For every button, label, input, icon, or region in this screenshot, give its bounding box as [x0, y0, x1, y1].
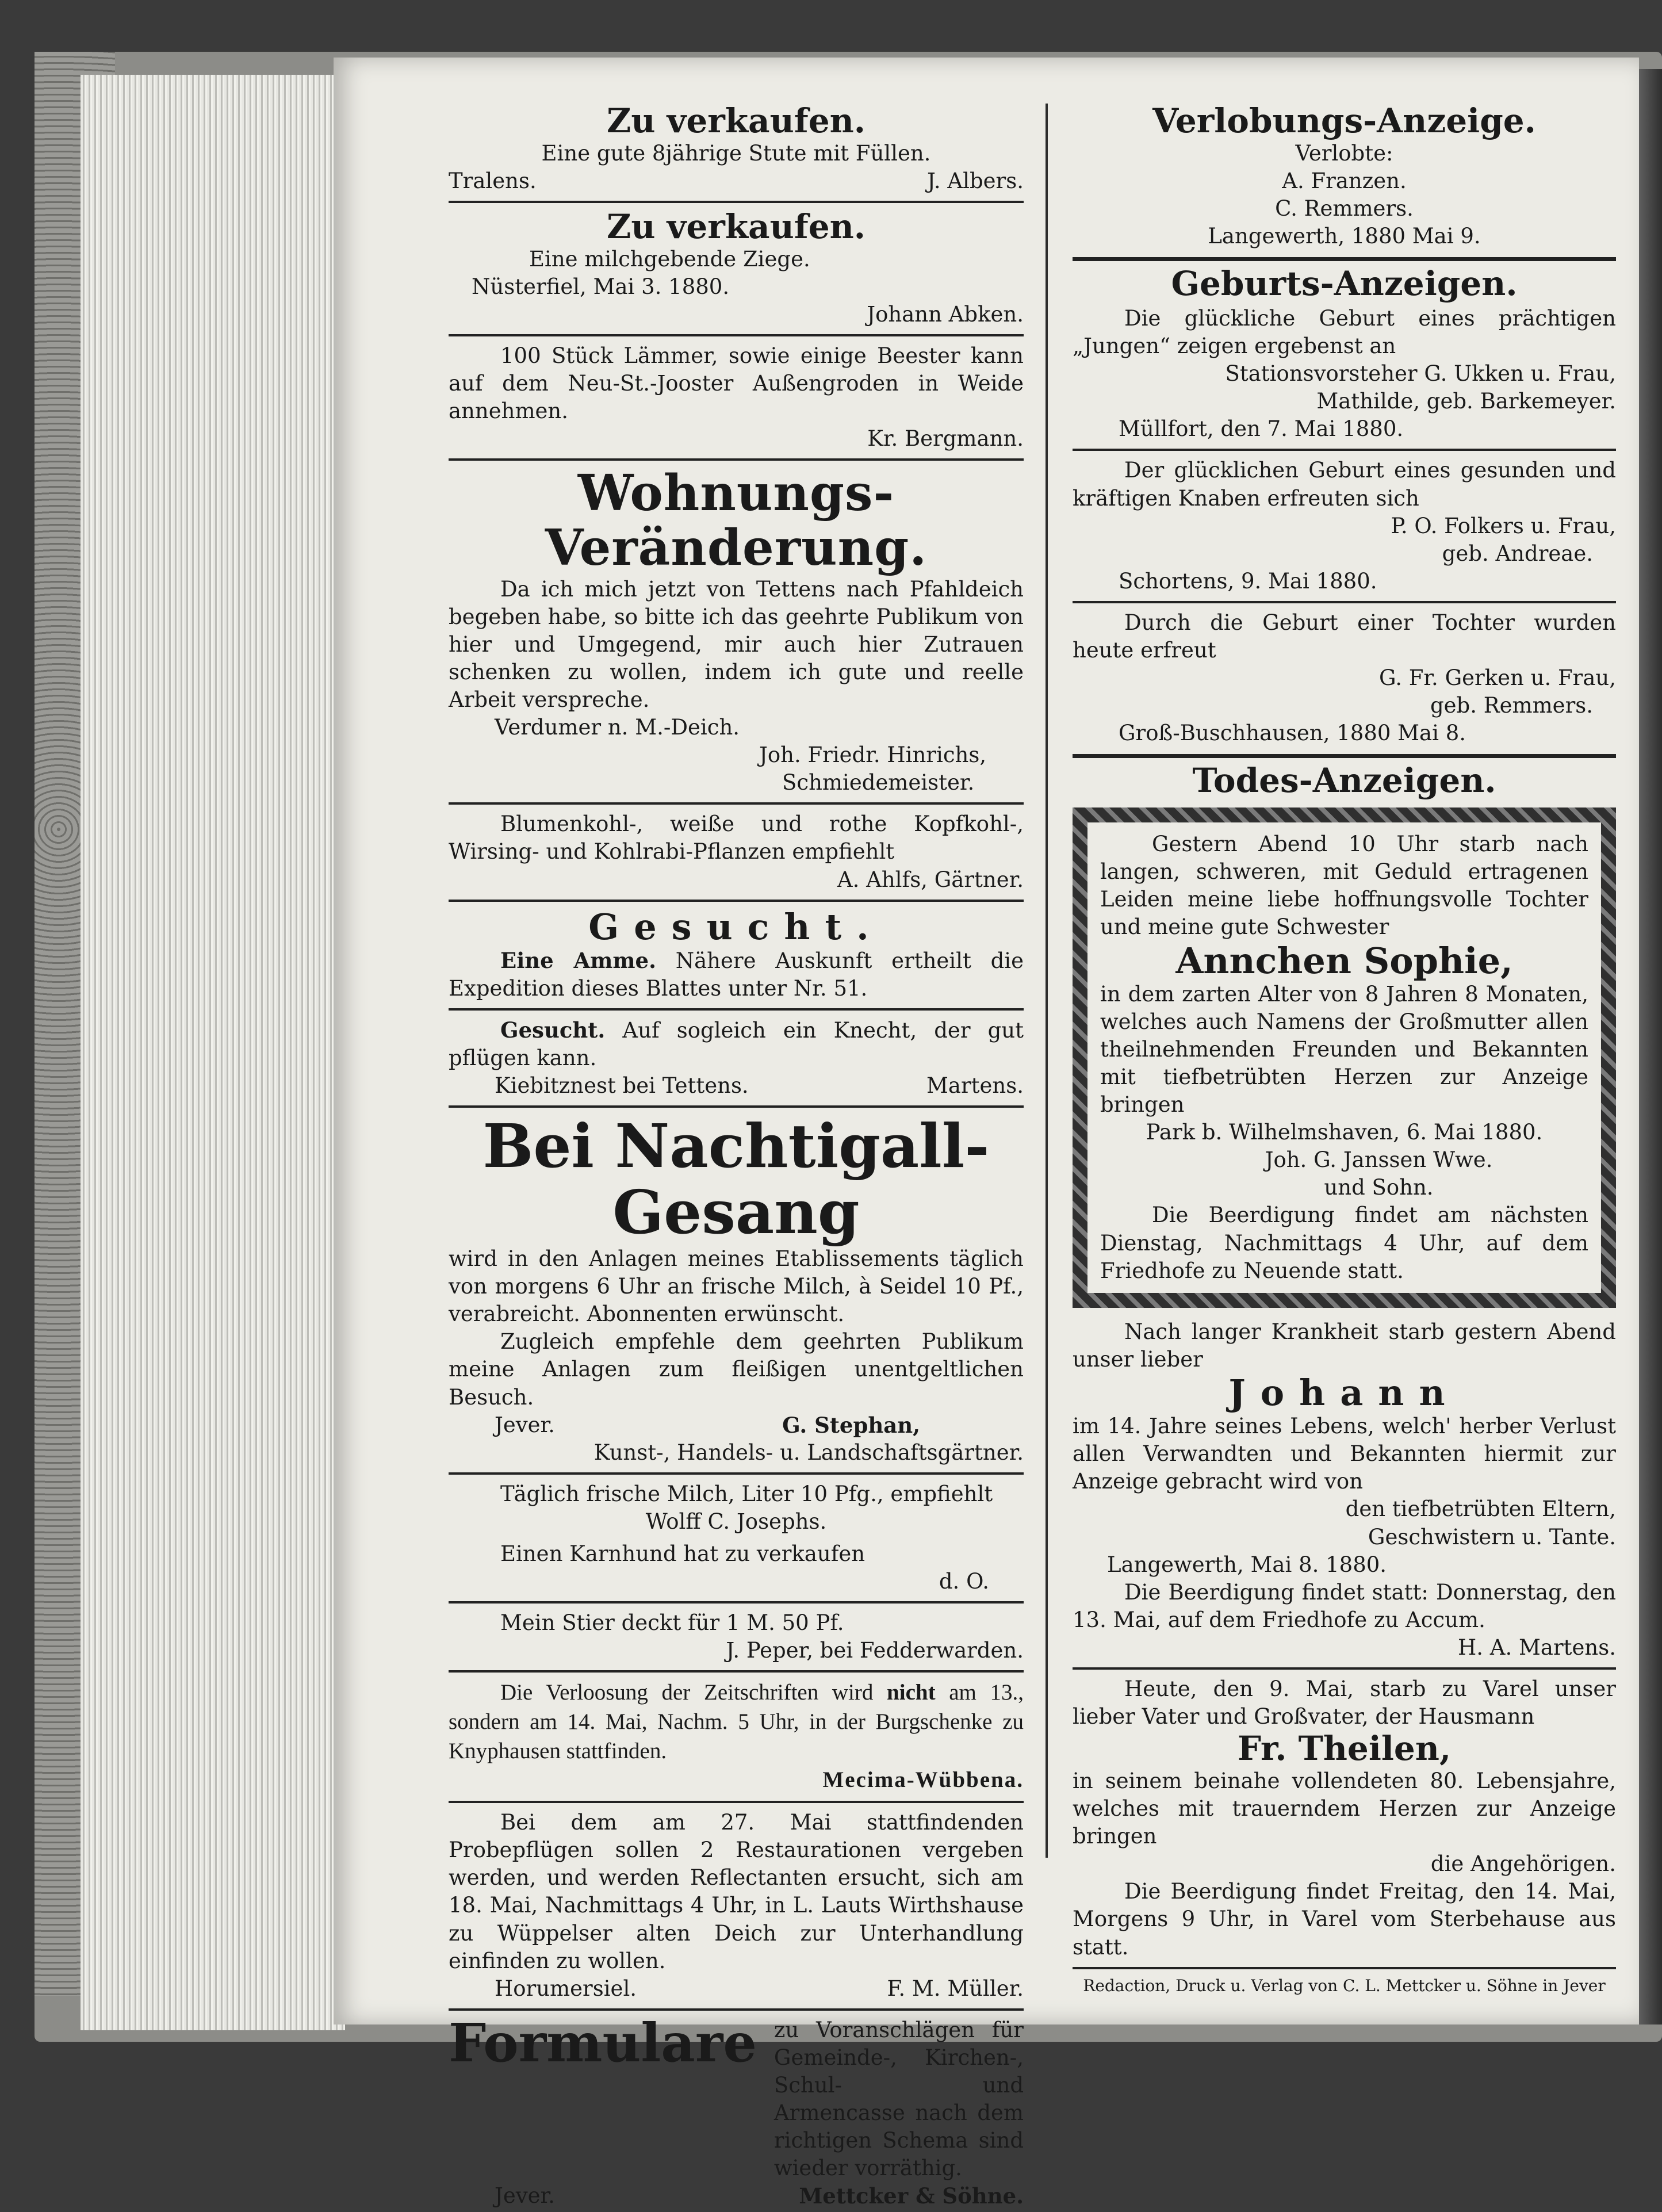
- left-column: [449, 101, 1024, 2209]
- ad-signer: Mecima-Wübbena.: [822, 1767, 1024, 1793]
- ad-text: Auf sogleich ein Knecht, der gut pflügen kann.: [449, 1018, 1024, 1071]
- ad-place: Kiebitznest bei Tettens.: [495, 1073, 749, 1099]
- ad-verlobung: [1073, 101, 1616, 252]
- ad-label: Verlobte:: [1295, 140, 1393, 166]
- ad-signer: G. Stephan,: [782, 1412, 920, 1438]
- ad-name-1: P. O. Folkers u. Frau,: [1391, 513, 1616, 538]
- ad-signer: d. O.: [939, 1569, 989, 1594]
- ad-place-date: Müllfort, den 7. Mai 1880.: [1119, 416, 1404, 442]
- ad-signer-2: Geschwistern u. Tante.: [1368, 1524, 1616, 1549]
- ad-name-2: Mathilde, geb. Barkemeyer.: [1316, 389, 1616, 414]
- ad-place: Tralens.: [449, 168, 537, 193]
- ad-title: Wohnungs-Veränderung.: [545, 464, 928, 577]
- ad-body: Da ich mich jetzt von Tettens nach Pfahldeich begeben habe, so bitte ich das geehrte Publikum von hier und Umgegend, mir auch hier Zutrauen schenken zu wollen, indem ich gute und reelle Arbeit verspreche.: [449, 576, 1024, 712]
- column-divider: [1046, 104, 1048, 1858]
- ad-text: Nähere Auskunft ertheilt die Expedition dieses Blattes unter Nr. 51.: [449, 948, 1024, 1001]
- ad-divider: [449, 802, 1024, 805]
- ad-gesucht-amme: [449, 905, 1024, 1005]
- ad-text-emphasis: nicht: [887, 1680, 936, 1705]
- ad-deceased-name: Fr. Theilen,: [1237, 1729, 1452, 1769]
- ad-signer-title: Schmiedemeister.: [782, 770, 975, 795]
- ad-body-2: in dem zarten Alter von 8 Jahren 8 Monaten, welches auch Namens der Großmutter allen theilnehmenden Freunden und Bekannten mit tiefbetrübten Herzen zur Anzeige bringen: [1100, 981, 1588, 1118]
- ad-divider: [449, 334, 1024, 336]
- ad-body: zu Voranschlägen für Gemeinde-, Kirchen-, Schul- und Armencasse nach dem richtigen Schema sind wieder vorräthig.: [773, 2017, 1024, 2181]
- ad-karnhund: [449, 1538, 1024, 1598]
- ad-divider: [1073, 1967, 1616, 1969]
- ad-frische-milch: [449, 1478, 1024, 1538]
- ad-signature-line: [449, 1072, 1024, 1100]
- ad-body: Die glückliche Geburt eines prächtigen „Jungen“ zeigen ergebenst an: [1073, 305, 1616, 359]
- ad-place: Horumersiel.: [495, 1976, 637, 2001]
- ad-body: Durch die Geburt einer Tochter wurden heute erfreut: [1073, 610, 1616, 663]
- ad-place-date: Langewerth, Mai 8. 1880.: [1107, 1552, 1387, 1577]
- ad-wohnungs-veraenderung: [449, 464, 1024, 799]
- ad-gesucht-knecht: [449, 1014, 1024, 1102]
- ad-signer: Joh. Friedr. Hinrichs,: [759, 743, 987, 768]
- ad-body: [449, 1016, 1024, 1072]
- ad-title: Verlobungs-Anzeige.: [1152, 101, 1536, 140]
- ad-zu-verkaufen-stute: [449, 101, 1024, 197]
- ad-signer: Wolff C. Josephs.: [645, 1509, 827, 1534]
- ad-name-2: C. Remmers.: [1275, 196, 1414, 221]
- ad-place-date: Park b. Wilhelmshaven, 6. Mai 1880.: [1146, 1120, 1543, 1145]
- ad-place: Jever.: [495, 2183, 555, 2209]
- ad-title: Zu verkaufen.: [606, 101, 866, 140]
- ad-name-2: geb. Andreae.: [1442, 541, 1593, 566]
- ad-body: Heute, den 9. Mai, starb zu Varel unser lieber Vater und Großvater, der Hausmann: [1073, 1676, 1616, 1729]
- ad-funeral: Die Beerdigung findet statt: Donnerstag, den 13. Mai, auf dem Friedhofe zu Accum.: [1073, 1579, 1616, 1632]
- ad-signer: Mettcker & Söhne.: [799, 2183, 1024, 2209]
- ad-signer: Kr. Bergmann.: [867, 426, 1024, 451]
- ad-signer: Martens.: [926, 1073, 1024, 1099]
- ad-divider: [449, 458, 1024, 461]
- ad-signature-line: [449, 167, 1024, 195]
- ad-title: Gesucht.: [588, 905, 884, 948]
- ad-divider: [449, 1670, 1024, 1673]
- ad-divider: [449, 1601, 1024, 1603]
- ad-body: wird in den Anlagen meines Etablissements täglich von morgens 6 Uhr an frische Milch, à Seidel 10 Pf., verabreicht. Abonnenten erwünscht.: [449, 1246, 1024, 1327]
- ad-divider: [449, 1008, 1024, 1011]
- ad-text-b: am 13., sondern am 14. Mai, Nachm. 5 Uhr, in der Burgschenke zu Knyphausen stattfinden.: [449, 1680, 1024, 1763]
- ad-zu-verkaufen-ziege: [449, 206, 1024, 331]
- ad-signer-title: Kunst-, Handels- u. Landschaftsgärtner.: [593, 1440, 1024, 1465]
- ad-pflanzen: [449, 808, 1024, 895]
- ad-name-1: Stationsvorsteher G. Ukken u. Frau,: [1225, 361, 1616, 386]
- section-divider: [1073, 257, 1616, 261]
- ad-body: Täglich frische Milch, Liter 10 Pfg., empfiehlt: [500, 1481, 993, 1506]
- ad-divider: [1073, 449, 1616, 451]
- ad-divider: [449, 1801, 1024, 1803]
- ad-body: Gestern Abend 10 Uhr starb nach langen, schweren, mit Geduld ertragenen Leiden meine liebe hoffnungsvolle Tochter und meine gute Schwester: [1100, 832, 1588, 940]
- imprint: Redaction, Druck u. Verlag von C. L. Mettcker u. Söhne in Jever: [1083, 1976, 1606, 1995]
- ad-body-2: Zugleich empfehle dem geehrten Publikum meine Anlagen zum fleißigen unentgeltlichen Besuch.: [449, 1329, 1024, 1410]
- ad-death-johann: [1073, 1316, 1616, 1664]
- ad-body: [449, 947, 1024, 1002]
- ad-body: Eine gute 8jährige Stute mit Füllen.: [541, 140, 931, 166]
- ad-signature-line: [449, 2182, 1024, 2210]
- ad-divider: [1073, 1667, 1616, 1670]
- ad-signer-3: H. A. Martens.: [1457, 1635, 1616, 1660]
- ad-deceased-name: Johann: [1228, 1371, 1460, 1414]
- ad-probepfluegen: [449, 1807, 1024, 2005]
- ad-nachtigall-gesang: [449, 1111, 1024, 1469]
- ad-birth-gerken: [1073, 607, 1616, 749]
- ad-body: [449, 1678, 1024, 1766]
- ad-signer: Johann Abken.: [867, 301, 1024, 327]
- ad-divider: [449, 1105, 1024, 1108]
- ad-place: Jever.: [495, 1412, 555, 1437]
- ad-birth-ukken: [1073, 303, 1616, 445]
- ad-title: Zu verkaufen.: [606, 206, 866, 246]
- ad-lead: Gesucht.: [500, 1017, 606, 1043]
- section-divider: [1073, 754, 1616, 758]
- section-title-deaths: Todes-Anzeigen.: [1192, 761, 1496, 801]
- ad-formulare: [449, 2011, 1024, 2212]
- ad-body: Einen Karnhund hat zu verkaufen: [500, 1541, 866, 1567]
- ad-signature-line: [449, 1411, 1024, 1439]
- ad-body: Der glücklichen Geburt eines gesunden und kräftigen Knaben erfreuten sich: [1073, 458, 1616, 511]
- right-column: [1073, 101, 1616, 1995]
- ad-body-2: im 14. Jahre seines Lebens, welch' herber Verlust allen Verwandten und Bekannten hiermit zur Anzeige gebracht wird von: [1073, 1414, 1616, 1494]
- mourning-frame: [1073, 808, 1616, 1308]
- ad-signer: J. Peper, bei Fedderwarden.: [726, 1638, 1024, 1663]
- ad-body: Blumenkohl-, weiße und rothe Kopfkohl-, Wirsing- und Kohlrabi-Pflanzen empfiehlt: [449, 812, 1024, 864]
- ad-title: Formulare: [449, 2011, 757, 2074]
- ad-title: Bei Nachtigall-Gesang: [482, 1111, 990, 1247]
- ad-body-2: in seinem beinahe vollendeten 80. Lebensjahre, welches mit trauerndem Herzen zur Anzeige bringen: [1073, 1768, 1616, 1849]
- ad-signer: F. M. Müller.: [887, 1976, 1024, 2001]
- ad-stier: [449, 1607, 1024, 1667]
- page-stack-edges: [81, 75, 345, 2030]
- ad-signer-2: und Sohn.: [1324, 1175, 1434, 1200]
- ad-text-a: Die Verloosung der Zeitschriften wird: [500, 1680, 874, 1705]
- ad-body: Mein Stier deckt für 1 M. 50 Pf.: [500, 1610, 844, 1636]
- ad-name-1: A. Franzen.: [1282, 168, 1407, 193]
- ad-formulare-row: [449, 2011, 1024, 2183]
- ad-laemmer: [449, 340, 1024, 455]
- ad-body: Bei dem am 27. Mai stattfindenden Probepflügen sollen 2 Restaurationen vergeben werden, und werden Reflectanten ersucht, sich am 18. Mai, Nachmittags 4 Uhr, in L. Lauts Wirthshause zu Wüppelser alten Deich zur Unterhandlung einfinden zu wollen.: [449, 1810, 1024, 1973]
- ad-lead: Eine Amme.: [500, 947, 656, 973]
- ad-body: 100 Stück Lämmer, sowie einige Beester kann auf dem Neu-St.-Jooster Außengroden in Weide annehmen.: [449, 343, 1024, 424]
- ad-place: Verdumer n. M.-Deich.: [495, 715, 740, 740]
- ad-name-2: geb. Remmers.: [1430, 693, 1593, 718]
- ad-divider: [449, 201, 1024, 203]
- ad-divider: [449, 1472, 1024, 1475]
- ad-divider: [449, 900, 1024, 902]
- ad-birth-folkers: [1073, 454, 1616, 597]
- ad-divider: [449, 2008, 1024, 2011]
- ad-place-date: Langewerth, 1880 Mai 9.: [1208, 224, 1481, 249]
- ad-funeral: Die Beerdigung findet am nächsten Dienstag, Nachmittags 4 Uhr, auf dem Friedhofe zu Neuende statt.: [1100, 1203, 1588, 1283]
- ad-signer-1: den tiefbetrübten Eltern,: [1345, 1497, 1616, 1522]
- ad-body: Eine milchgebende Ziege.: [529, 246, 810, 271]
- ad-body: Nach langer Krankheit starb gestern Abend unser lieber: [1073, 1319, 1616, 1372]
- ad-signer: J. Albers.: [926, 168, 1024, 193]
- ad-verloosung: [449, 1676, 1024, 1797]
- ad-funeral: Die Beerdigung findet Freitag, den 14. Mai, Morgens 9 Uhr, in Varel vom Sterbehause aus statt.: [1073, 1879, 1616, 1960]
- ad-signature-line: [449, 1975, 1024, 2003]
- ad-signer: A. Ahlfs, Gärtner.: [837, 867, 1024, 892]
- section-title-births: Geburts-Anzeigen.: [1171, 264, 1518, 304]
- ad-divider: [1073, 601, 1616, 603]
- ad-signer: die Angehörigen.: [1430, 1851, 1616, 1877]
- ad-deceased-name: Annchen Sophie,: [1175, 939, 1513, 982]
- ad-death-theilen: [1073, 1673, 1616, 1964]
- ad-place-date: Groß-Buschhausen, 1880 Mai 8.: [1119, 721, 1466, 746]
- ad-place-date: Nüsterfiel, Mai 3. 1880.: [472, 274, 730, 299]
- ad-name-1: G. Fr. Gerken u. Frau,: [1379, 665, 1616, 691]
- ad-signer-1: Joh. G. Janssen Wwe.: [1265, 1147, 1493, 1173]
- ad-place-date: Schortens, 9. Mai 1880.: [1119, 568, 1377, 594]
